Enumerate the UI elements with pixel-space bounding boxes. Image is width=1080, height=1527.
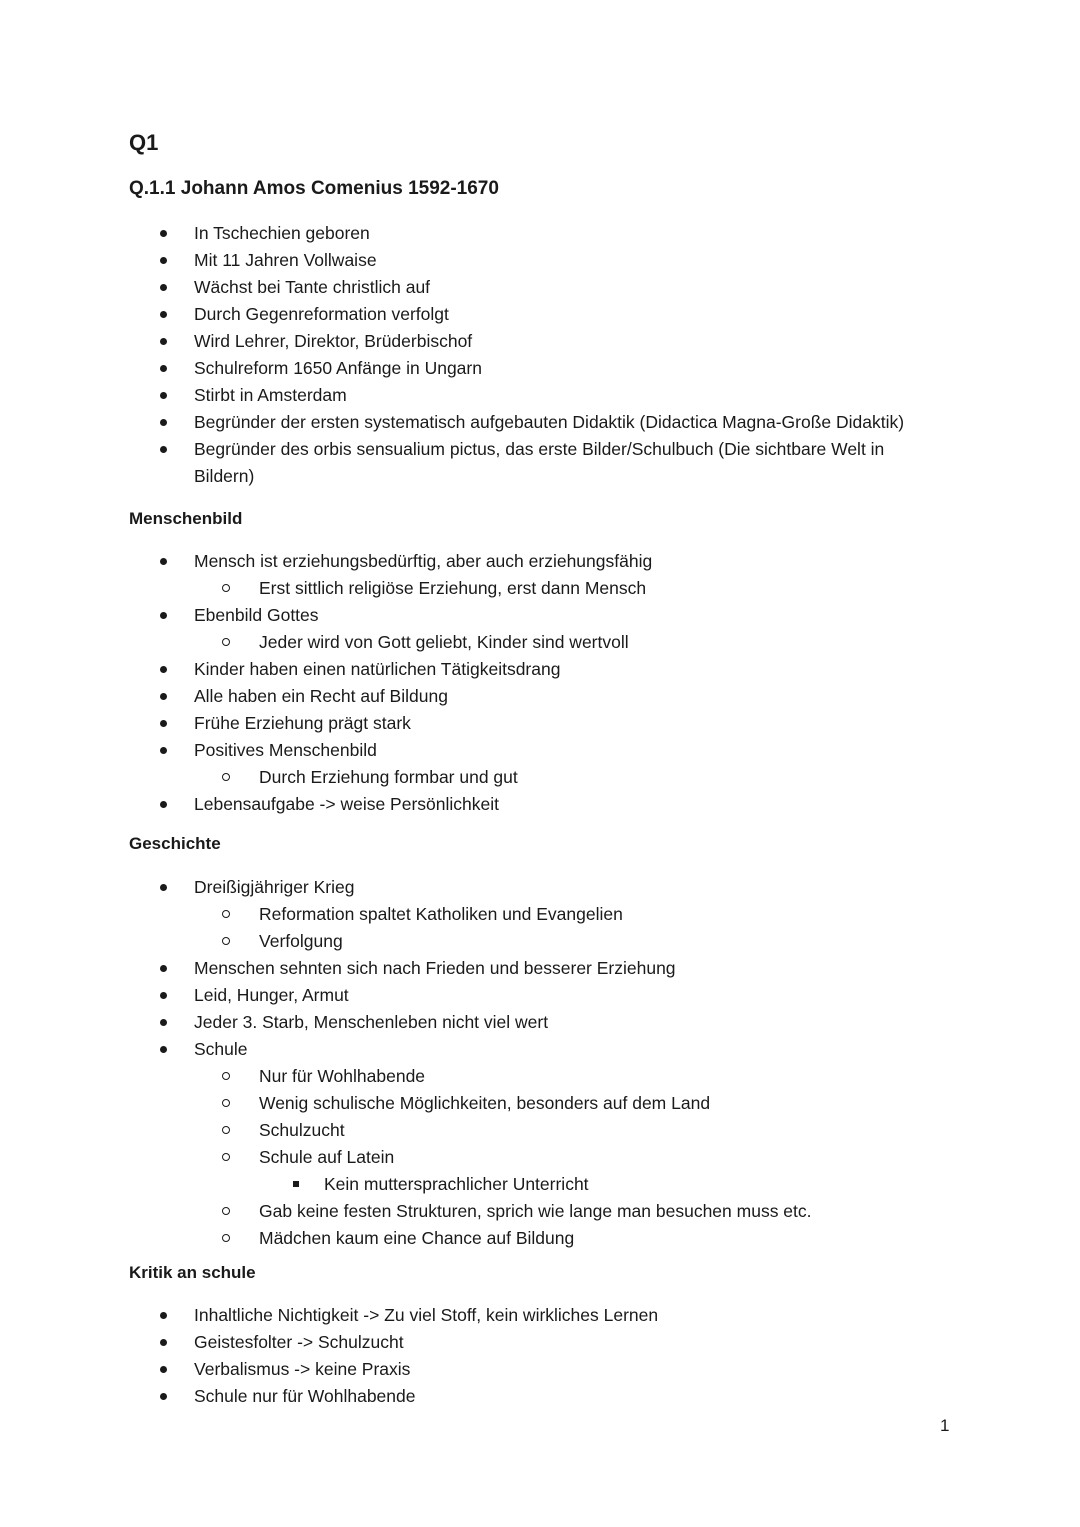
- intro-list: [0, 220, 1080, 490]
- bullet-icon: [160, 1366, 167, 1373]
- bullet-icon: [160, 284, 167, 291]
- bullet-icon: [160, 884, 167, 891]
- bullet-icon: [160, 311, 167, 318]
- bullet-icon: [160, 693, 167, 700]
- bullet-icon: [160, 965, 167, 972]
- list-item: Wird Lehrer, Direktor, Brüderbischof: [0, 328, 1080, 355]
- sub-list-item: Wenig schulische Möglichkeiten, besonders auf dem Land: [259, 1090, 1080, 1117]
- list-item: Frühe Erziehung prägt stark: [0, 710, 1080, 737]
- circle-bullet-icon: [222, 1099, 230, 1107]
- list-item: Ebenbild Gottes Jeder wird von Gott geliebt, Kinder sind wertvoll: [0, 602, 1080, 656]
- list-item: Schule Nur für Wohlhabende Wenig schulische Möglichkeiten, besonders auf dem Land Schulzucht Schule auf Latein Kein muttersprachlicher Unterricht Gab keine festen Strukturen, sprich wie lange man besuchen muss etc. Mädchen kaum eine Chance auf Bildung: [0, 1036, 1080, 1252]
- circle-bullet-icon: [222, 937, 230, 945]
- sub-list-item: Schule auf Latein Kein muttersprachlicher Unterricht: [259, 1144, 1080, 1198]
- bullet-icon: [160, 446, 167, 453]
- page-title: Q1: [129, 130, 159, 155]
- sub-list-item: Erst sittlich religiöse Erziehung, erst dann Mensch: [259, 575, 1080, 602]
- list-item: Mensch ist erziehungsbedürftig, aber auch erziehungsfähig Erst sittlich religiöse Erziehung, erst dann Mensch: [0, 548, 1080, 602]
- list-item: Wächst bei Tante christlich auf: [0, 274, 1080, 301]
- circle-bullet-icon: [222, 1126, 230, 1134]
- bullet-icon: [160, 1046, 167, 1053]
- bullet-icon: [160, 1312, 167, 1319]
- bullet-icon: [160, 1393, 167, 1400]
- menschenbild-list: [0, 548, 1080, 818]
- list-item: Schulreform 1650 Anfänge in Ungarn: [0, 355, 1080, 382]
- square-bullet-icon: [293, 1181, 299, 1187]
- bullet-icon: [160, 365, 167, 372]
- circle-bullet-icon: [222, 584, 230, 592]
- bullet-icon: [160, 392, 167, 399]
- list-item: Geistesfolter -> Schulzucht: [0, 1329, 1080, 1356]
- circle-bullet-icon: [222, 910, 230, 918]
- sub-list-item: Mädchen kaum eine Chance auf Bildung: [259, 1225, 1080, 1252]
- bullet-icon: [160, 720, 167, 727]
- sub-list-item: Reformation spaltet Katholiken und Evangelien: [259, 901, 1080, 928]
- sub-list-item: Schulzucht: [259, 1117, 1080, 1144]
- bullet-icon: [160, 666, 167, 673]
- sub-list-item: Verfolgung: [259, 928, 1080, 955]
- list-item: Stirbt in Amsterdam: [0, 382, 1080, 409]
- list-item: Inhaltliche Nichtigkeit -> Zu viel Stoff, kein wirkliches Lernen: [0, 1302, 1080, 1329]
- bullet-icon: [160, 1339, 167, 1346]
- section-title: Q.1.1 Johann Amos Comenius 1592-1670: [129, 178, 499, 199]
- page-number: 1: [940, 1416, 950, 1435]
- circle-bullet-icon: [222, 1072, 230, 1080]
- sub-list-item: Durch Erziehung formbar und gut: [259, 764, 1080, 791]
- circle-bullet-icon: [222, 1207, 230, 1215]
- list-item: Begründer des orbis sensualium pictus, das erste Bilder/Schulbuch (Die sichtbare Welt in Bildern): [0, 436, 1080, 490]
- bullet-icon: [160, 257, 167, 264]
- list-item: Durch Gegenreformation verfolgt: [0, 301, 1080, 328]
- bullet-icon: [160, 612, 167, 619]
- bullet-icon: [160, 992, 167, 999]
- list-item: Menschen sehnten sich nach Frieden und besserer Erziehung: [0, 955, 1080, 982]
- circle-bullet-icon: [222, 638, 230, 646]
- circle-bullet-icon: [222, 1234, 230, 1242]
- list-item: Kinder haben einen natürlichen Tätigkeitsdrang: [0, 656, 1080, 683]
- list-item: Alle haben ein Recht auf Bildung: [0, 683, 1080, 710]
- list-item: Positives Menschenbild Durch Erziehung formbar und gut: [0, 737, 1080, 791]
- sub-sub-list-item: Kein muttersprachlicher Unterricht: [324, 1171, 1080, 1198]
- heading-geschichte: Geschichte: [129, 834, 221, 853]
- heading-kritik: Kritik an schule: [129, 1263, 256, 1282]
- sub-list-item: Nur für Wohlhabende: [259, 1063, 1080, 1090]
- bullet-icon: [160, 419, 167, 426]
- sub-list-item: Gab keine festen Strukturen, sprich wie lange man besuchen muss etc.: [259, 1198, 1080, 1225]
- bullet-icon: [160, 230, 167, 237]
- bullet-icon: [160, 1019, 167, 1026]
- bullet-icon: [160, 558, 167, 565]
- geschichte-list: [0, 874, 1080, 1252]
- list-item: Begründer der ersten systematisch aufgebauten Didaktik (Didactica Magna-Große Didaktik): [0, 409, 1080, 436]
- list-item: Jeder 3. Starb, Menschenleben nicht viel wert: [0, 1009, 1080, 1036]
- bullet-icon: [160, 338, 167, 345]
- list-item: Schule nur für Wohlhabende: [0, 1383, 1080, 1410]
- list-item: Dreißigjähriger Krieg Reformation spaltet Katholiken und Evangelien Verfolgung: [0, 874, 1080, 955]
- list-item: Leid, Hunger, Armut: [0, 982, 1080, 1009]
- bullet-icon: [160, 747, 167, 754]
- circle-bullet-icon: [222, 1153, 230, 1161]
- list-item: Lebensaufgabe -> weise Persönlichkeit: [0, 791, 1080, 818]
- list-item: Verbalismus -> keine Praxis: [0, 1356, 1080, 1383]
- heading-menschenbild: Menschenbild: [129, 509, 243, 528]
- circle-bullet-icon: [222, 773, 230, 781]
- list-item: Mit 11 Jahren Vollwaise: [0, 247, 1080, 274]
- sub-list-item: Jeder wird von Gott geliebt, Kinder sind wertvoll: [259, 629, 1080, 656]
- bullet-icon: [160, 801, 167, 808]
- list-item: In Tschechien geboren: [0, 220, 1080, 247]
- kritik-list: [0, 1302, 1080, 1410]
